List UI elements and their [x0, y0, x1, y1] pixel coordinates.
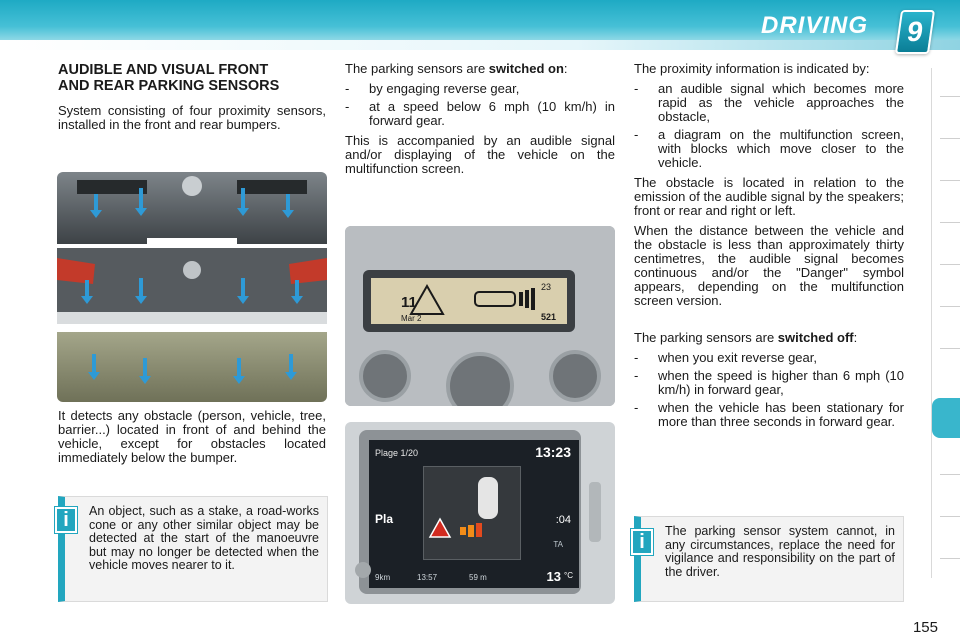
list-item: - when the vehicle has been stationary for more than three seconds in forward gear. [634, 401, 904, 429]
screen-display [369, 440, 579, 588]
heading-line: AUDIBLE AND VISUAL FRONT [58, 62, 269, 78]
switched-on-suffix: : [563, 61, 568, 76]
middle-column [345, 62, 615, 182]
proximity-list [634, 82, 904, 170]
screen-temp-unit: °C [564, 571, 573, 580]
parking-sensor-popup [423, 466, 521, 560]
screen-temp: 13 [546, 569, 561, 584]
side-tab[interactable] [940, 516, 960, 517]
switched-on-bold: switched on [488, 61, 564, 76]
side-tab[interactable] [940, 558, 960, 559]
side-tab[interactable] [940, 222, 960, 223]
screen-temperature: 23 [541, 282, 552, 292]
header-swoosh [0, 40, 960, 50]
screen-row-label: Pla [375, 512, 394, 526]
left-column [58, 62, 326, 138]
chapter-side-tabs [931, 68, 960, 578]
screen-ta: TA [553, 540, 563, 549]
list-item: - when you exit reverse gear, [634, 351, 904, 365]
side-tab[interactable] [940, 348, 960, 349]
screen-date: Mar 2 [401, 314, 422, 323]
screen-clock: 13:23 [535, 444, 571, 460]
left-column-lower [58, 409, 326, 471]
detects-paragraph: It detects any obstacle (person, vehicle, tree, barrier...) located in front of and behind the vehicle, except for obstacles located immediately below the bumper. [58, 408, 326, 465]
screen-status-distance2: 59 m [469, 573, 487, 582]
info-box-text: The parking sensor system cannot, in any circumstances, replace the need for vigilance and responsibility on the part of the driver. [665, 524, 895, 579]
screen-time: 11 [401, 294, 417, 311]
info-box-text: An object, such as a stake, a road-works cone or any other similar object may be detected at the start of the manoeuvre but may no longer be detected when the vehicle moves nearer to it. [89, 504, 319, 572]
side-tab[interactable] [940, 306, 960, 307]
switched-off-suffix: : [853, 330, 858, 345]
screen-side-control[interactable] [589, 482, 601, 542]
distance-paragraph: When the distance between the vehicle and the obstacle is less than approximately thirty centimetres, the audible signal becomes continuous and/or the "Danger" symbol appears, depending on the multifunction screen version. [634, 223, 904, 308]
chapter-number-badge: 9 [895, 10, 935, 54]
switched-on-list [345, 82, 615, 128]
multifunction-screen-photo [345, 422, 615, 604]
bumper-illustration [57, 172, 327, 402]
side-tab[interactable] [940, 96, 960, 97]
screen-title: Plage 1/20 [375, 448, 419, 458]
list-item: - a diagram on the multifunction screen, with blocks which move closer to the vehicle. [634, 128, 904, 170]
obstacle-paragraph: The obstacle is located in relation to the emission of the audible signal by the speakers; front or rear and right or left. [634, 175, 904, 218]
side-tab[interactable] [940, 180, 960, 181]
switched-off-line [634, 331, 904, 345]
accompanied-paragraph: This is accompanied by an audible signal and/or displaying of the vehicle on the multifunction screen. [345, 133, 615, 176]
dashboard-screen-photo [345, 226, 615, 406]
list-item: - by engaging reverse gear, [345, 82, 615, 96]
switched-off-list [634, 351, 904, 429]
list-item: - at a speed below 6 mph (10 km/h) in forward gear. [345, 100, 615, 128]
switched-on-line [345, 62, 615, 76]
screen-status-distance: 9km [375, 573, 391, 582]
side-tab[interactable] [940, 264, 960, 265]
list-item: - when the speed is higher than 6 mph (10 km/h) in forward gear, [634, 369, 904, 397]
switched-off-prefix: The parking sensors are [634, 330, 778, 345]
info-icon: i [55, 507, 77, 533]
switched-off-bold: switched off [777, 330, 854, 345]
list-item: - an audible signal which becomes more rapid as the vehicle approaches the obstacle, [634, 82, 904, 124]
car-top-view-icon [478, 477, 498, 519]
page-number: 155 [912, 619, 938, 636]
switched-on-prefix: The parking sensors are [345, 61, 489, 76]
bumper-sensors-photo [57, 172, 327, 402]
info-box-right [634, 516, 904, 602]
screen-knob[interactable] [355, 562, 371, 578]
chapter-title: DRIVING [760, 12, 868, 39]
screen-status-time: 13:57 [417, 573, 438, 582]
right-column-lower [634, 331, 904, 435]
intro-paragraph: System consisting of four proximity sensors, installed in the front and rear bumpers. [58, 103, 326, 132]
heading-line: AND REAR PARKING SENSORS [58, 78, 280, 94]
side-tab-active[interactable] [932, 398, 960, 438]
side-tab[interactable] [940, 138, 960, 139]
info-icon: i [631, 529, 653, 555]
info-box-left [58, 496, 328, 602]
dashboard-illustration [345, 226, 615, 406]
danger-icon [430, 519, 450, 537]
screen-row-value: :04 [555, 514, 571, 526]
proximity-intro: The proximity information is indicated by: [634, 61, 870, 76]
screen-odometer: 521 [541, 312, 557, 322]
right-column [634, 62, 904, 314]
section-heading [58, 62, 326, 94]
side-tab[interactable] [940, 474, 960, 475]
